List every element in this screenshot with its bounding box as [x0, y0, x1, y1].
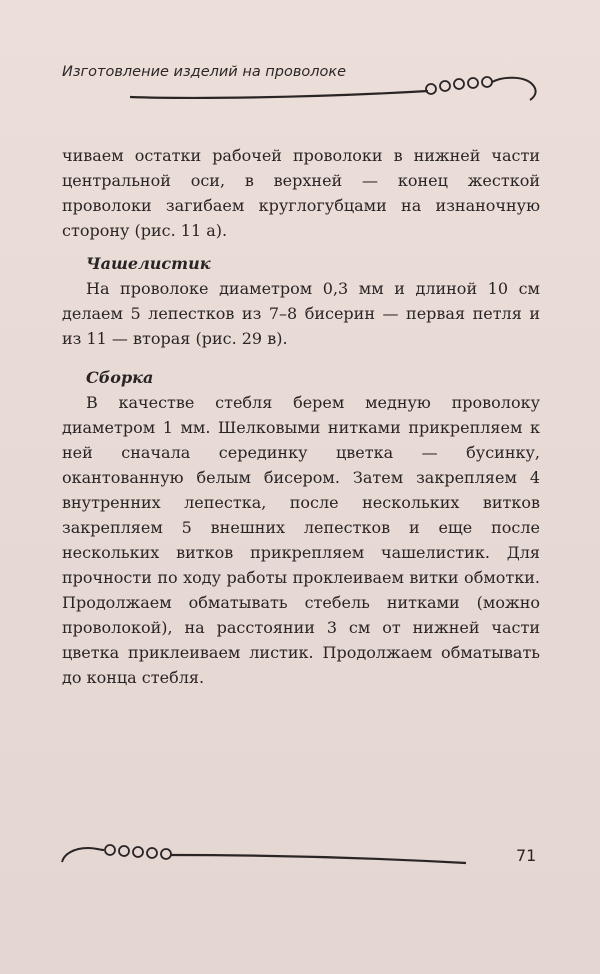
paragraph-continuation: чиваем остатки рабочей проволоки в нижней части центральной оси, в верхней — конец жесткой проволоки загибаем круглогубцами на изнаночную сторону (рис. 11 а). [62, 146, 540, 240]
paragraph-sborka: В качестве стебля берем медную проволоку диаметром 1 мм. Шелковыми нитками прикрепляем к ней сначала серединку цветка — бусинку, окантованную белым бисером. Затем закрепляем 4 внутренних лепестка, после нескольких витков закрепляем 5 внешних лепестков и еще после нескольких витков прикрепляем чашелистик. Для прочности по ходу работы проклеиваем витки обмотки. Продолжаем обматывать стебель нитками (можно проволокой), на расстоянии 3 см от нижней части цветка приклеиваем листик. Продолжаем обматывать до конца стебля. [62, 393, 540, 687]
running-header-title: Изготовление изделий на проволоке [62, 64, 347, 80]
footer-ornament [56, 838, 476, 878]
text-body [62, 143, 540, 690]
heading-sborka: Сборка [86, 368, 154, 387]
header-ornament [128, 70, 548, 110]
page-number: 71 [516, 846, 537, 865]
paragraph-chashelistik: На проволоке диаметром 0,3 мм и длиной 10 см делаем 5 лепестков из 7–8 бисерин — первая петля и из 11 — вторая (рис. 29 в). [62, 279, 540, 348]
heading-chashelistik: Чашелистик [86, 254, 211, 273]
